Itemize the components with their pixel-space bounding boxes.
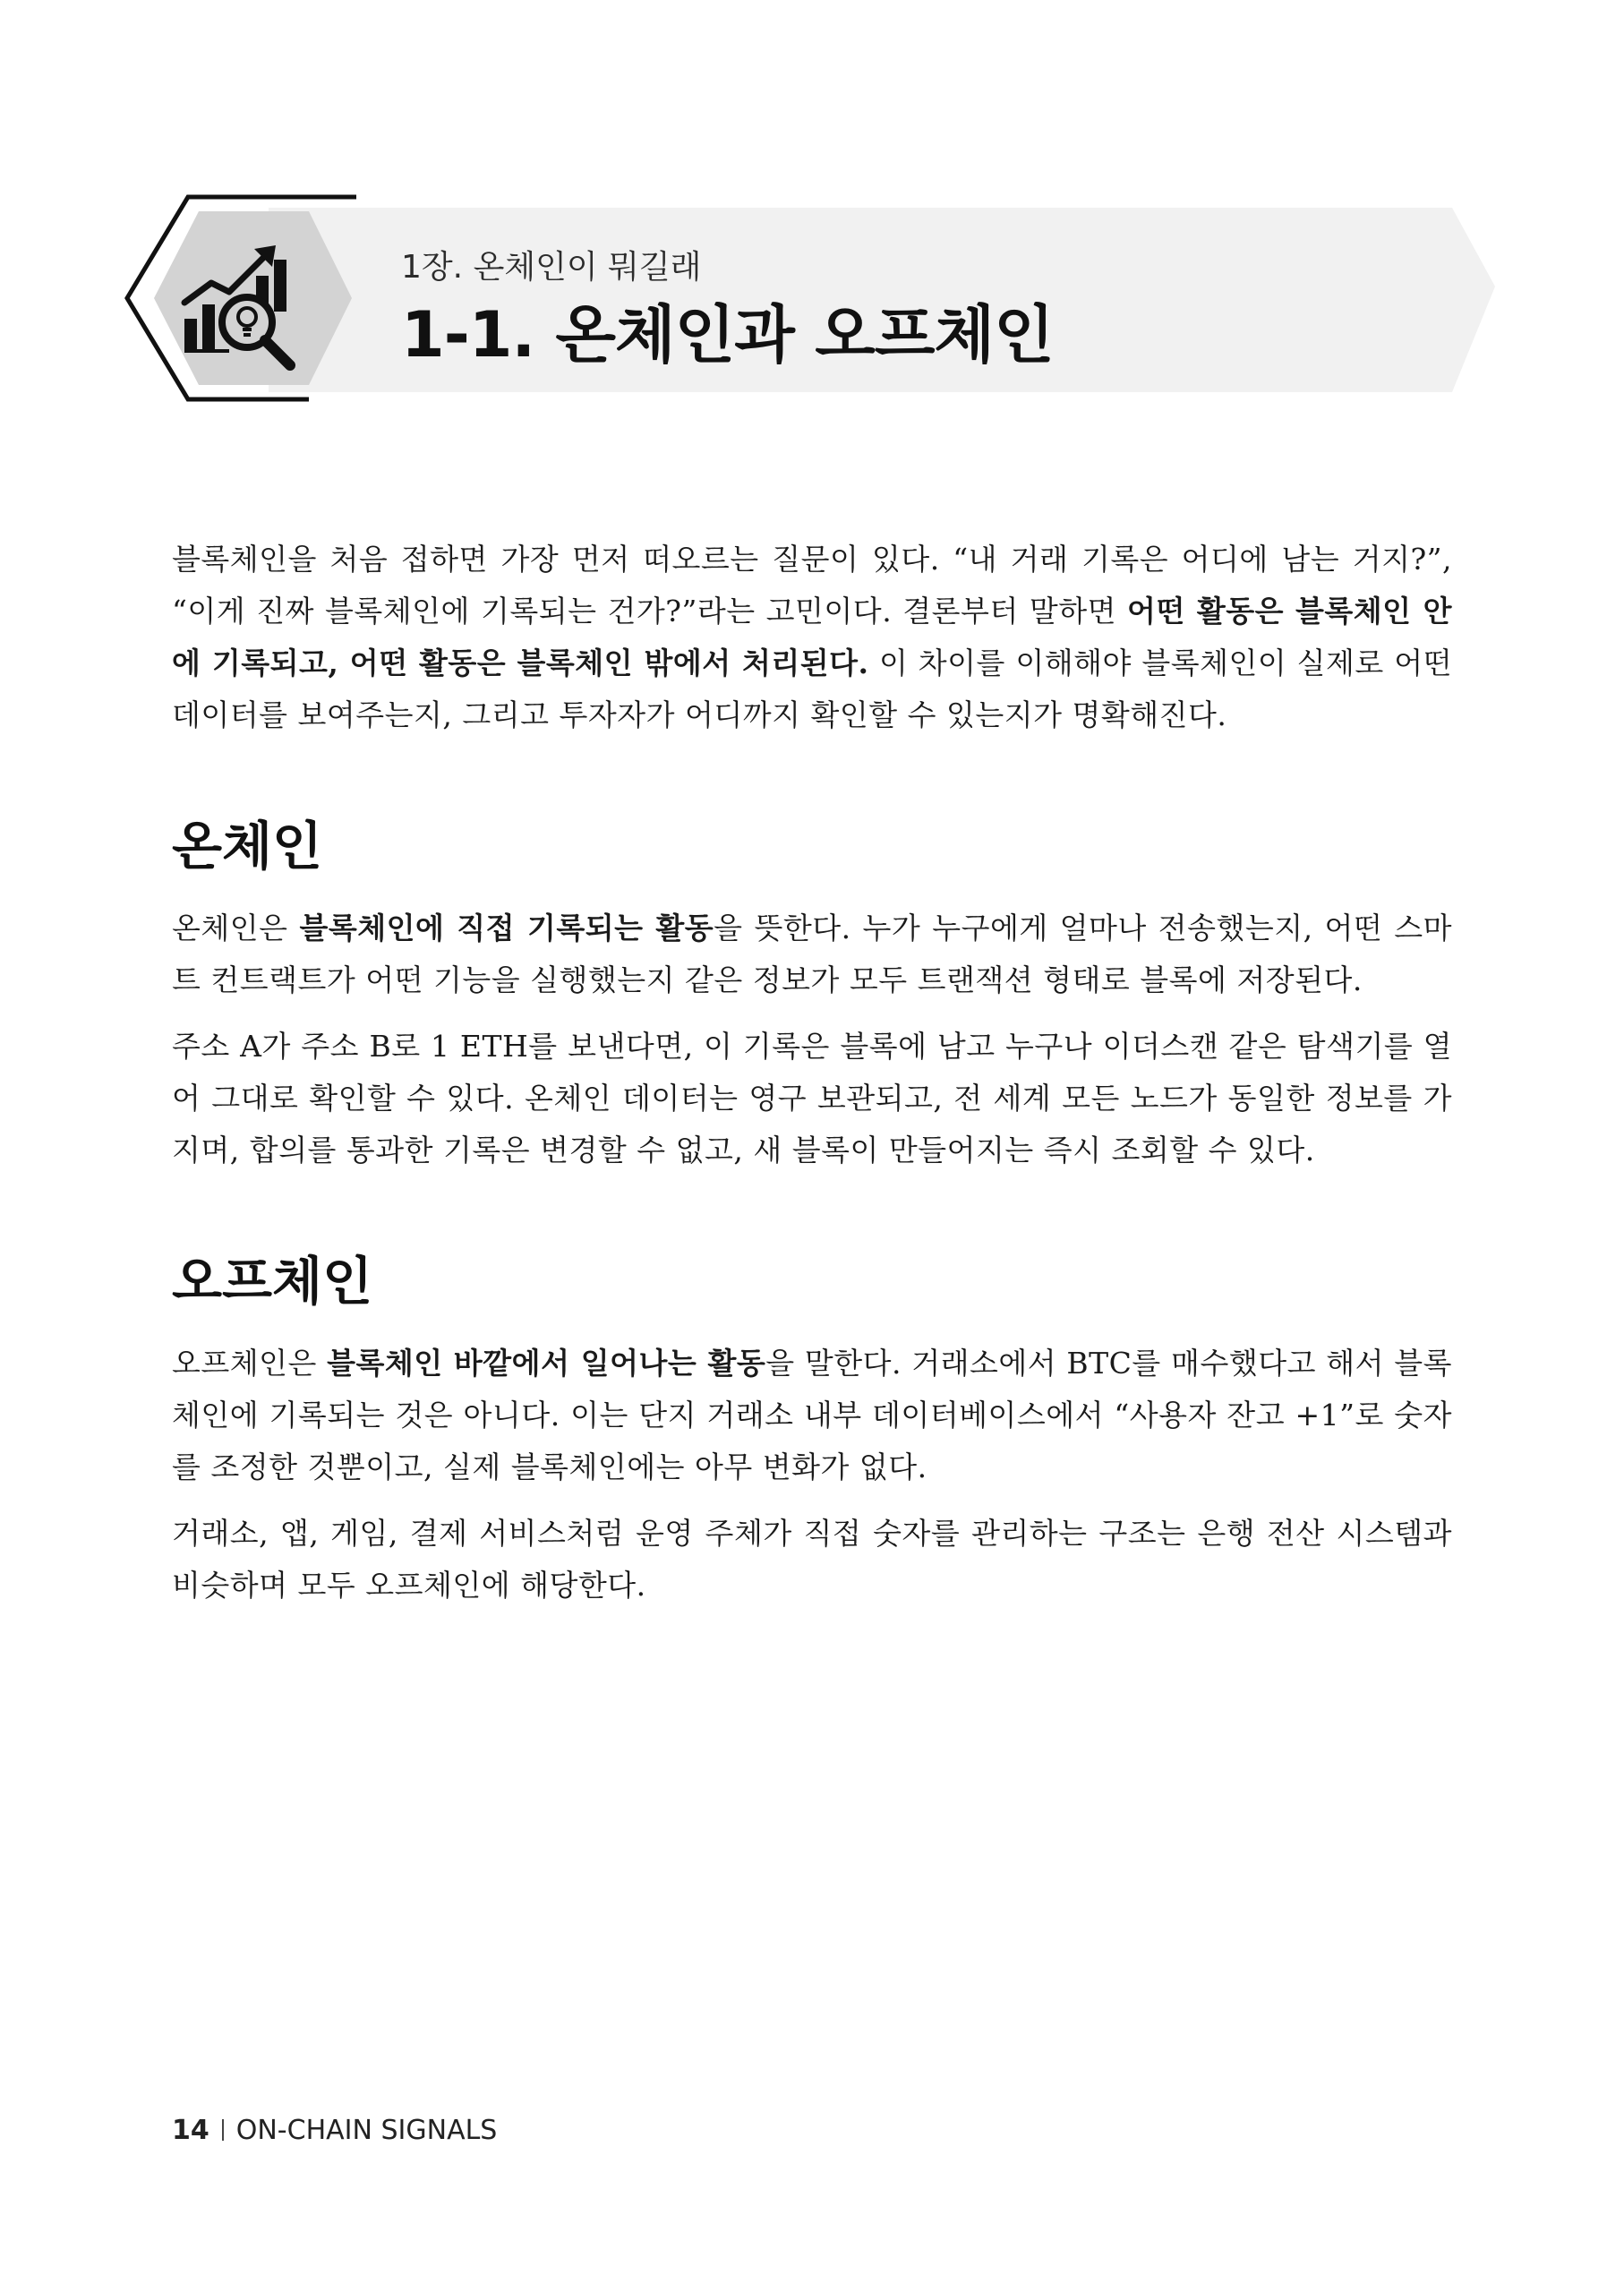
- onchain-paragraph-1: [172, 902, 1452, 1006]
- offchain-p1-pre: 오프체인은: [172, 1346, 328, 1381]
- offchain-p1-bold: 블록체인 바깥에서 일어나는 활동: [327, 1346, 766, 1381]
- chapter-label: 1장. 온체인이 뭐길래: [401, 249, 702, 286]
- main-content: [172, 534, 1452, 1626]
- growth-chart-magnifier-bulb-icon: [175, 240, 310, 374]
- offchain-paragraph-1: [172, 1338, 1452, 1493]
- onchain-p1-pre: 온체인은: [172, 911, 300, 945]
- intro-paragraph: [172, 534, 1452, 741]
- page-footer: [172, 2115, 497, 2146]
- page-title: 1-1. 온체인과 오프체인: [401, 298, 1054, 372]
- intro-text-2: 이 차이를 이해해야 블록체인이 실제로 어떤 데이터를 보여주는지, 그리고 투자자가 어디까지 확인할 수 있는지가 명확해진다.: [172, 646, 1452, 732]
- footer-divider: [222, 2119, 224, 2141]
- onchain-paragraph-2: 주소 A가 주소 B로 1 ETH를 보낸다면, 이 기록은 블록에 남고 누구나 이더스캔 같은 탐색기를 열어 그대로 확인할 수 있다. 온체인 데이터는 영구 보관되고, 전 세계 모든 노드가 동일한 정보를 가지며, 합의를 통과한 기록은 변경할 수 없고, 새 블록이 만들어지는 즉시 조회할 수 있다.: [172, 1029, 1452, 1167]
- intro-bold-statement: 어떤 활동은 블록체인 안에 기록되고, 어떤 활동은 블록체인 밖에서 처리된다.: [172, 594, 1452, 680]
- page-number: 14: [172, 2115, 209, 2146]
- section-heading-offchain: 오프체인: [172, 1251, 373, 1312]
- onchain-p1-post: 을 뜻한다. 누가 누구에게 얼마나 전송했는지, 어떤 스마트 컨트랙트가 어떤 기능을 실행했는지 같은 정보가 모두 트랜잭션 형태로 블록에 저장된다.: [172, 911, 1452, 997]
- book-title: ON-CHAIN SIGNALS: [235, 2115, 498, 2146]
- offchain-paragraph-2: 거래소, 앱, 게임, 결제 서비스처럼 운영 주체가 직접 숫자를 관리하는 구조는 은행 전산 시스템과 비슷하며 모두 오프체인에 해당한다.: [172, 1516, 1452, 1603]
- onchain-p1-bold: 블록체인에 직접 기록되는 활동: [299, 911, 714, 945]
- chapter-header-banner: [0, 0, 1624, 466]
- intro-text-1: 블록체인을 처음 접하면 가장 먼저 떠오르는 질문이 있다. “내 거래 기록은 어디에 남는 거지?”, “이게 진짜 블록체인에 기록되는 건가?”라는 고민이다. 결론부터 말하면: [172, 542, 1452, 629]
- offchain-p1-post: 을 말한다. 거래소에서 BTC를 매수했다고 해서 블록체인에 기록되는 것은 아니다. 이는 단지 거래소 내부 데이터베이스에서 “사용자 잔고 +1”로 숫자를 조정한 것뿐이고, 실제 블록체인에는 아무 변화가 없다.: [172, 1346, 1452, 1484]
- section-heading-onchain: 온체인: [172, 816, 323, 877]
